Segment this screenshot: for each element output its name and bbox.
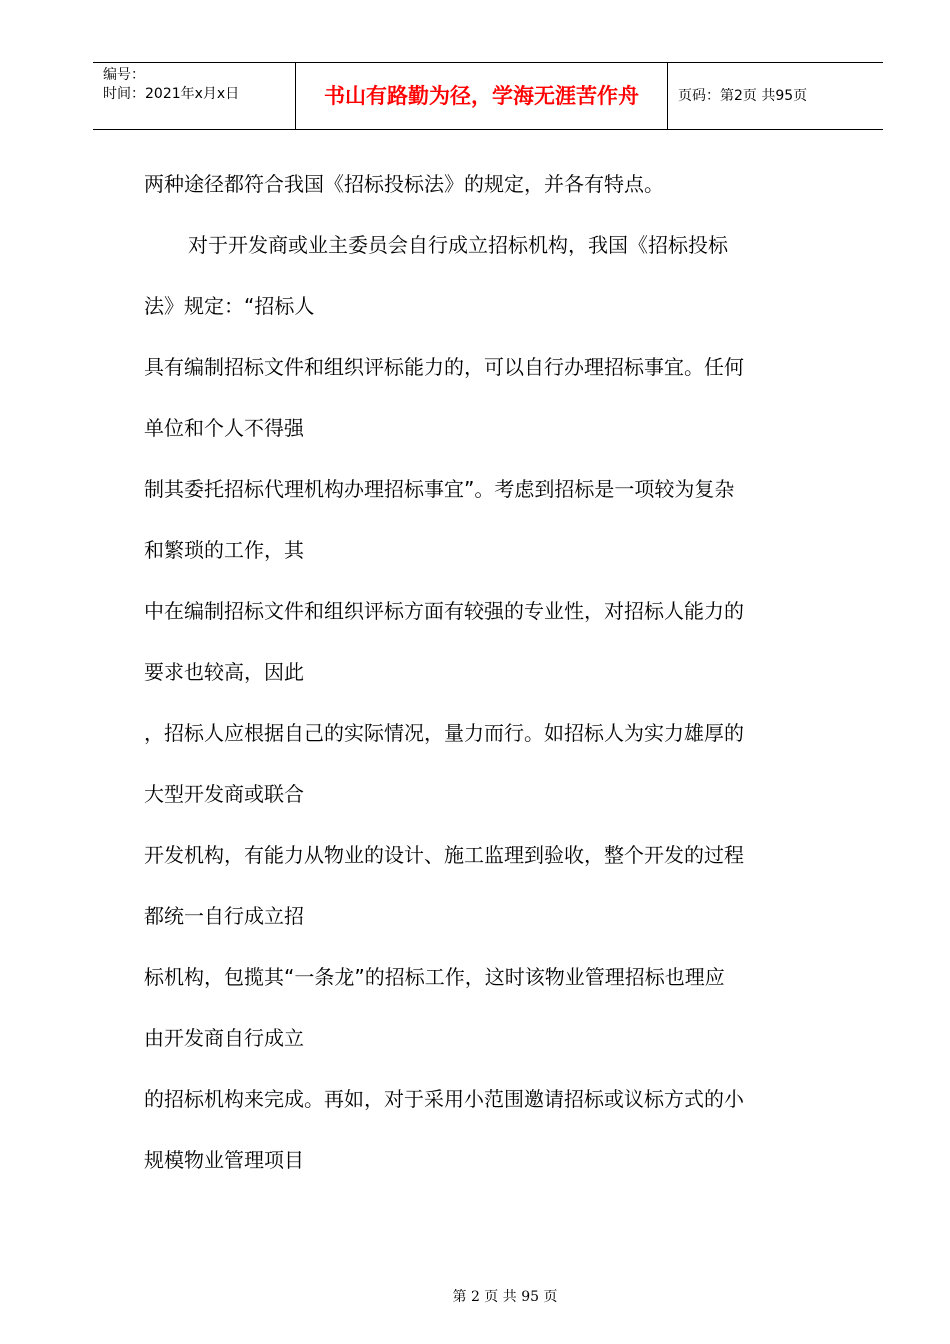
- text-line: 和繁琐的工作，其: [144, 538, 304, 562]
- header-motto: 书山有路勤为径，学海无涯苦作舟: [295, 63, 668, 129]
- page-header: [93, 62, 883, 130]
- text-line: 的招标机构来完成。再如，对于采用小范围邀请招标或议标方式的小: [144, 1087, 744, 1111]
- text-line: 对于开发商或业主委员会自行成立招标机构，我国《招标投标: [188, 233, 728, 257]
- time-label: 时间：2021年x月x日: [103, 86, 240, 102]
- text-line: 中在编制招标文件和组织评标方面有较强的专业性，对招标人能力的: [144, 599, 744, 623]
- text-line: 由开发商自行成立: [144, 1026, 304, 1050]
- body-text: [144, 163, 834, 1200]
- text-line: 规模物业管理项目: [144, 1148, 304, 1172]
- text-line: 法》规定：“招标人: [144, 294, 315, 318]
- text-line: 单位和个人不得强: [144, 416, 304, 440]
- text-line: 大型开发商或联合: [144, 782, 304, 806]
- header-page-number: 页码：第2页 共95页: [678, 88, 808, 104]
- page-footer: 第 2 页 共 95 页: [452, 1289, 558, 1305]
- text-line: 两种途径都符合我国《招标投标法》的规定，并各有特点。: [144, 172, 664, 196]
- text-line: 制其委托招标代理机构办理招标事宜”。考虑到招标是一项较为复杂: [144, 477, 735, 501]
- text-line: 标机构，包揽其“一条龙”的招标工作，这时该物业管理招标也理应: [144, 965, 725, 989]
- text-line: 具有编制招标文件和组织评标能力的，可以自行办理招标事宜。任何: [144, 355, 744, 379]
- text-line: ，招标人应根据自己的实际情况，量力而行。如招标人为实力雄厚的: [144, 721, 744, 745]
- serial-label: 编号：: [103, 67, 145, 83]
- text-line: 都统一自行成立招: [144, 904, 304, 928]
- header-meta: [93, 63, 295, 129]
- text-line: 要求也较高，因此: [144, 660, 304, 684]
- text-line: 开发机构，有能力从物业的设计、施工监理到验收，整个开发的过程: [144, 843, 744, 867]
